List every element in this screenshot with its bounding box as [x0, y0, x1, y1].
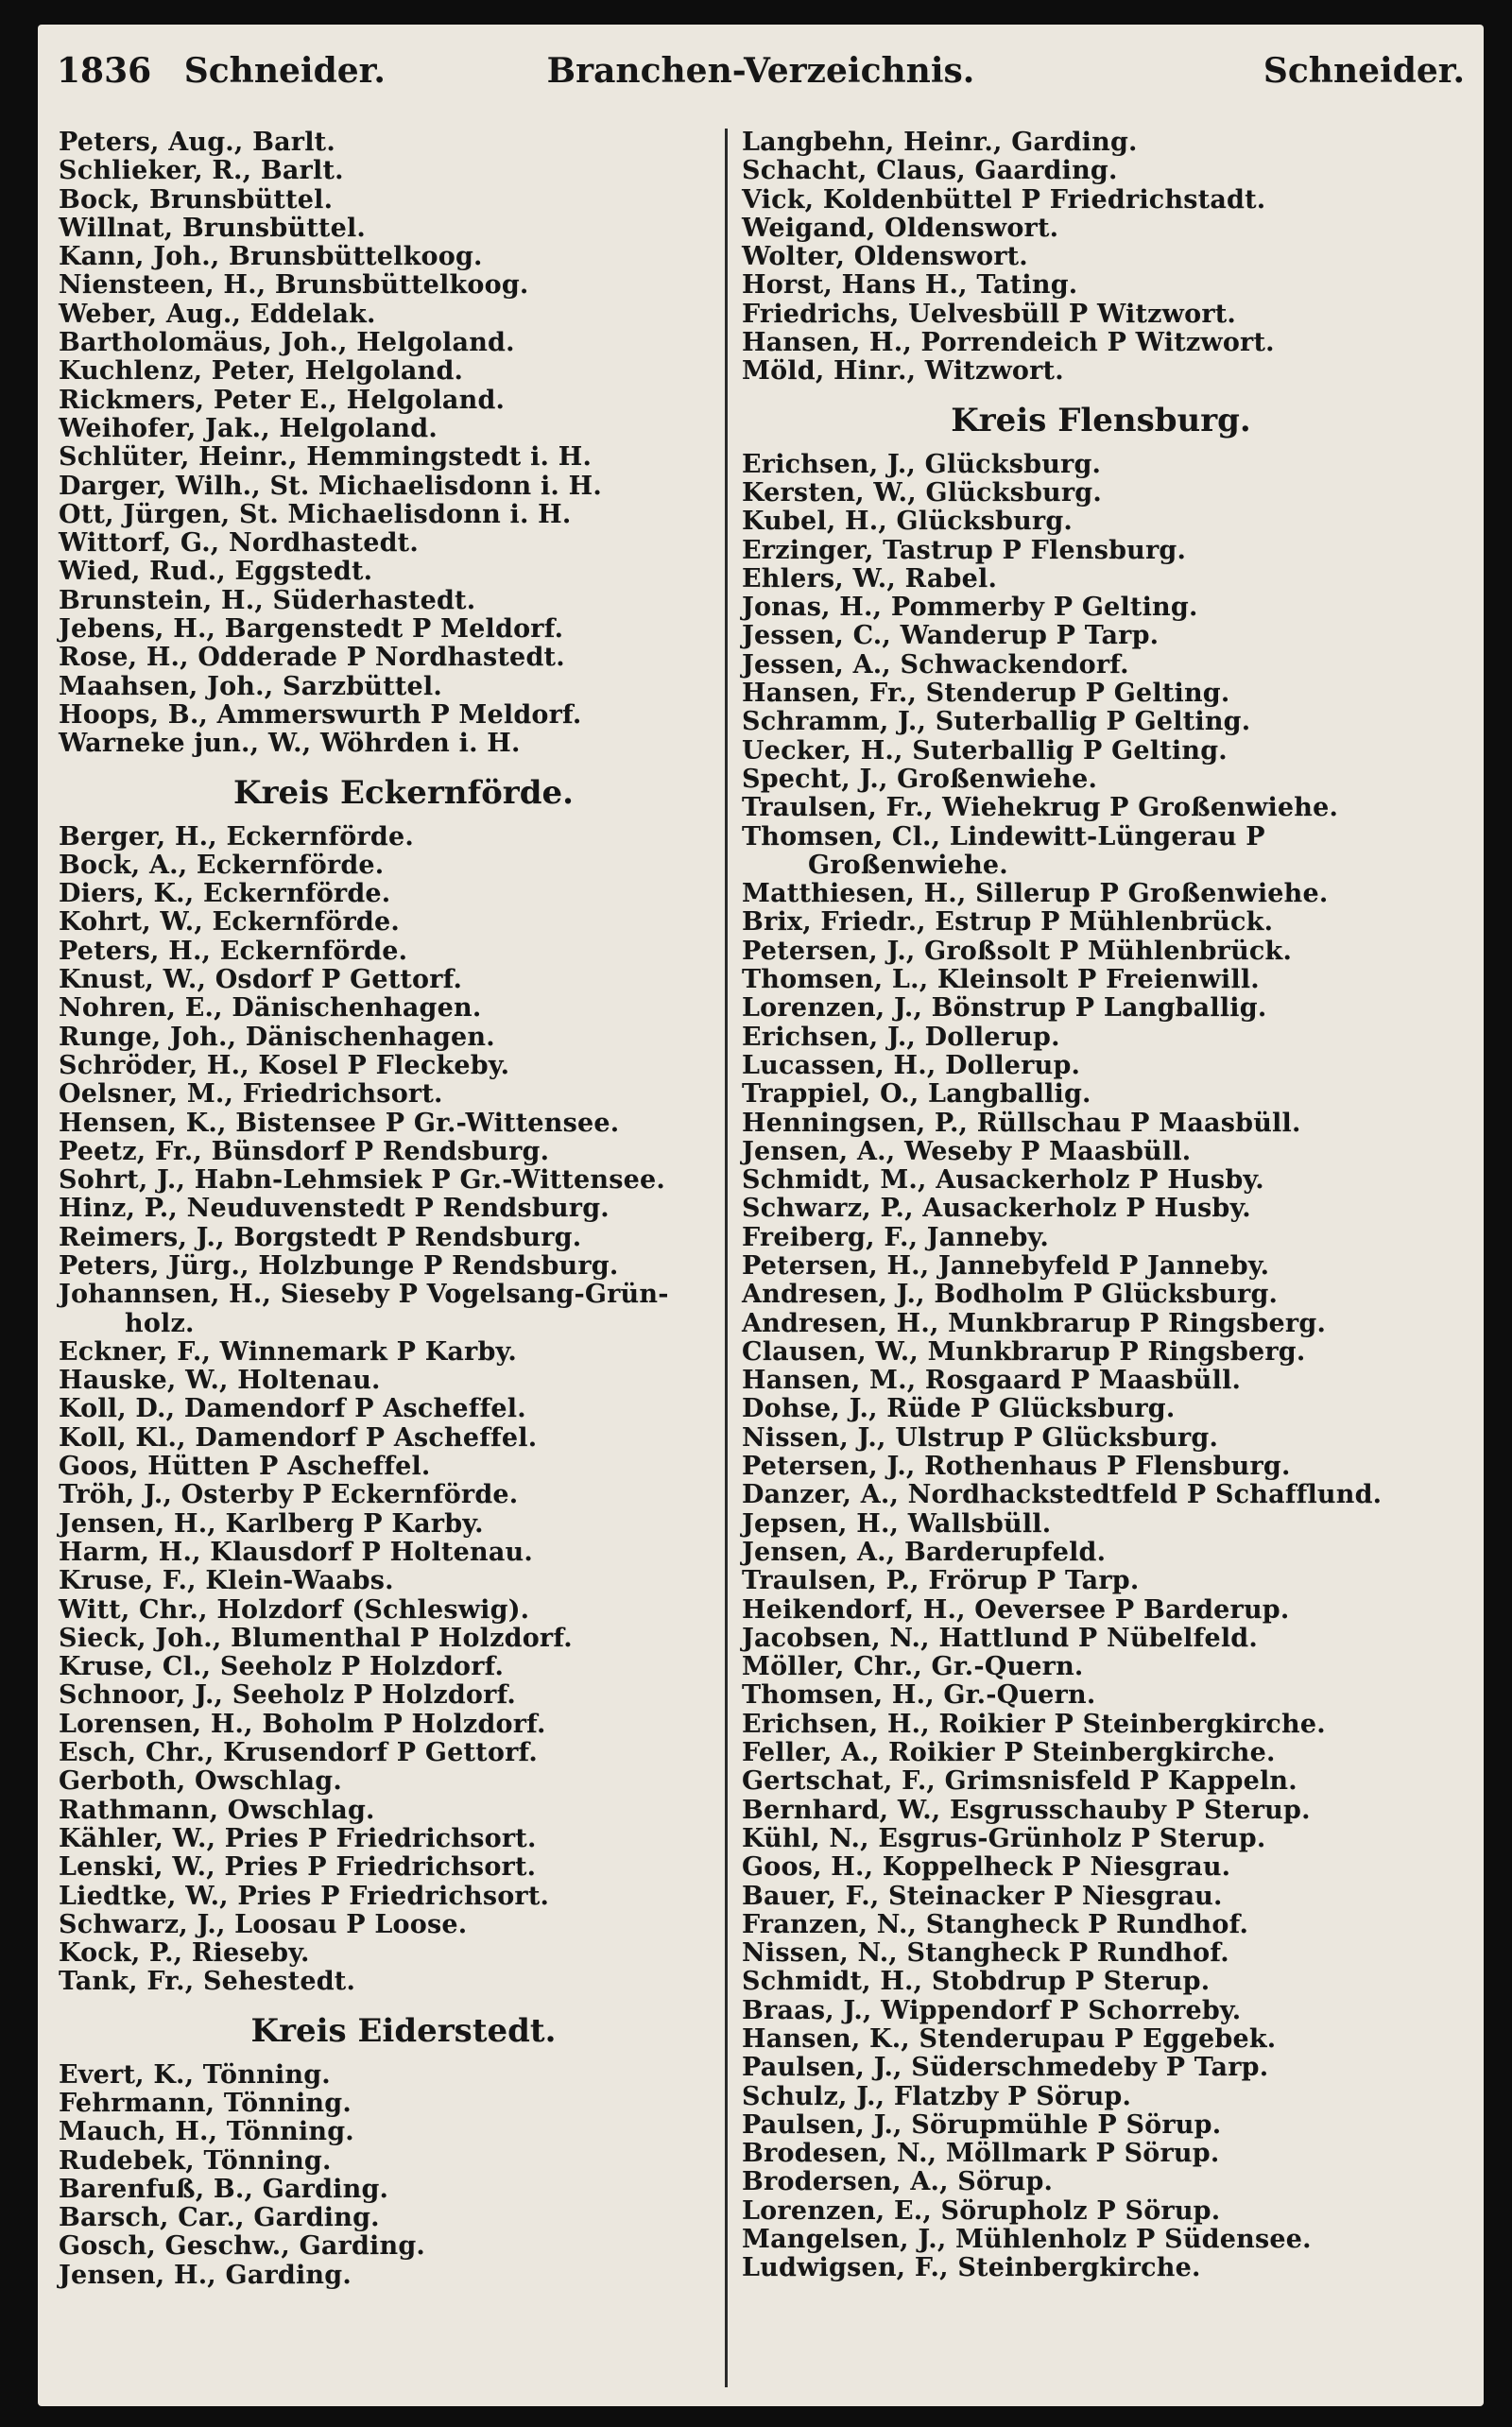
directory-entry: Willnat, Brunsbüttel. — [59, 213, 367, 243]
directory-entry: Gerboth, Owschlag. — [59, 1766, 342, 1797]
directory-entry: Jessen, C., Wanderup P Tarp. — [742, 621, 1160, 651]
directory-entry: Harm, H., Klausdorf P Holtenau. — [59, 1537, 533, 1567]
directory-entry: holz. — [125, 1308, 195, 1338]
directory-entry: Rose, H., Odderade P Nordhastedt. — [59, 643, 565, 673]
directory-entry: Weihofer, Jak., Helgoland. — [59, 413, 438, 443]
directory-entry: Weigand, Oldenswort. — [742, 213, 1059, 243]
directory-entry: Sieck, Joh., Blumenthal P Holzdorf. — [59, 1623, 573, 1653]
directory-entry: Hauske, W., Holtenau. — [59, 1366, 381, 1396]
header-right-title: Schneider. — [1263, 51, 1465, 91]
directory-entry: Möld, Hinr., Witzwort. — [742, 356, 1064, 387]
directory-entry: Uecker, H., Suterballig P Gelting. — [742, 735, 1228, 766]
directory-entry: Runge, Joh., Dänischenhagen. — [59, 1022, 495, 1052]
directory-entry: Kühl, N., Esgrus-Grünholz P Sterup. — [742, 1823, 1266, 1853]
directory-entry: Oelsner, M., Friedrichsort. — [59, 1079, 443, 1110]
directory-entry: Schlieker, R., Barlt. — [59, 156, 344, 186]
directory-entry: Wittorf, G., Nordhastedt. — [59, 528, 419, 559]
directory-entry: Schulz, J., Flatzby P Sörup. — [742, 2081, 1132, 2111]
directory-entry: Niensteen, H., Brunsbüttelkoog. — [59, 270, 529, 301]
directory-entry: Reimers, J., Borgstedt P Rendsburg. — [59, 1222, 582, 1252]
directory-entry: Bock, Brunsbüttel. — [59, 184, 334, 215]
directory-entry: Clausen, W., Munkbrarup P Ringsberg. — [742, 1336, 1306, 1367]
directory-entry: Ludwigsen, F., Steinbergkirche. — [742, 2253, 1201, 2283]
directory-entry: Schramm, J., Suterballig P Gelting. — [742, 707, 1251, 737]
directory-entry: Jensen, A., Barderupfeld. — [742, 1537, 1107, 1567]
section-heading-flensburg: Kreis Flensburg. — [951, 401, 1251, 439]
directory-entry: Schwarz, J., Loosau P Loose. — [59, 1909, 468, 1939]
directory-entry: Gertschat, F., Grimsnisfeld P Kappeln. — [742, 1766, 1297, 1797]
directory-entry: Witt, Chr., Holzdorf (Schleswig). — [59, 1594, 530, 1625]
directory-entry: Wied, Rud., Eggstedt. — [59, 557, 373, 587]
directory-entry: Jensen, A., Weseby P Maasbüll. — [742, 1136, 1192, 1166]
right-entries-top — [742, 129, 1460, 387]
directory-entry: Barsch, Car., Garding. — [59, 2203, 380, 2233]
directory-entry: Kubel, H., Glücksburg. — [742, 507, 1074, 537]
directory-entry: Goos, Hütten P Ascheffel. — [59, 1452, 431, 1482]
directory-entry: Kähler, W., Pries P Friedrichsort. — [59, 1823, 537, 1853]
directory-entry: Erichsen, J., Dollerup. — [742, 1022, 1060, 1052]
directory-entry: Erichsen, J., Glücksburg. — [742, 449, 1102, 479]
directory-entry: Kruse, F., Klein-Waabs. — [59, 1566, 394, 1596]
directory-entry: Knust, W., Osdorf P Gettorf. — [59, 965, 463, 995]
directory-entry: Jonas, H., Pommerby P Gelting. — [742, 593, 1198, 623]
section-heading-eiderstedt: Kreis Eiderstedt. — [250, 2011, 557, 2050]
directory-entry: Schlüter, Heinr., Hemmingstedt i. H. — [59, 442, 593, 473]
directory-entry: Warneke jun., W., Wöhrden i. H. — [59, 729, 521, 759]
directory-entry: Lucassen, H., Dollerup. — [742, 1050, 1081, 1080]
directory-entry: Feller, A., Roikier P Steinbergkirche. — [742, 1738, 1276, 1768]
directory-entry: Sohrt, J., Habn-Lehmsiek P Gr.-Wittensee. — [59, 1165, 665, 1196]
directory-entry: Peetz, Fr., Bünsdorf P Rendsburg. — [59, 1136, 550, 1166]
directory-entry: Goos, H., Koppelheck P Niesgrau. — [742, 1852, 1231, 1883]
directory-entry: Nissen, N., Stangheck P Rundhof. — [742, 1938, 1229, 1969]
directory-entry: Tank, Fr., Sehestedt. — [59, 1967, 356, 1997]
directory-entry: Jensen, H., Karlberg P Karby. — [59, 1508, 484, 1539]
directory-entry: Erichsen, H., Roikier P Steinbergkirche. — [742, 1709, 1326, 1739]
directory-entry: Schnoor, J., Seeholz P Holzdorf. — [59, 1680, 517, 1711]
directory-entry: Paulsen, J., Süderschmedeby P Tarp. — [742, 2053, 1269, 2083]
directory-entry: Lorenzen, E., Sörupholz P Sörup. — [742, 2195, 1221, 2226]
directory-entry: Kann, Joh., Brunsbüttelkoog. — [59, 242, 483, 272]
header-left-title: Schneider. — [183, 51, 386, 91]
directory-entry: Brodesen, N., Möllmark P Sörup. — [742, 2139, 1220, 2169]
directory-entry: Lorensen, H., Boholm P Holzdorf. — [59, 1709, 546, 1739]
directory-entry: Traulsen, P., Frörup P Tarp. — [742, 1566, 1140, 1596]
directory-entry: Maahsen, Joh., Sarzbüttel. — [59, 671, 442, 701]
directory-entry: Rudebek, Tönning. — [59, 2145, 332, 2176]
directory-entry: Jensen, H., Garding. — [59, 2260, 352, 2290]
directory-entry: Hansen, M., Rosgaard P Maasbüll. — [742, 1366, 1242, 1396]
directory-entry: Bock, A., Eckernförde. — [59, 850, 385, 880]
directory-entry: Berger, H., Eckernförde. — [59, 821, 414, 852]
directory-entry: Hensen, K., Bistensee P Gr.-Wittensee. — [59, 1108, 620, 1138]
directory-entry: Peters, Jürg., Holzbunge P Rendsburg. — [59, 1250, 619, 1281]
directory-entry: Trappiel, O., Langballig. — [742, 1079, 1091, 1110]
directory-entry: Brix, Friedr., Estrup P Mühlenbrück. — [742, 907, 1274, 938]
directory-entry: Jessen, A., Schwackendorf. — [742, 649, 1129, 680]
directory-entry: Kock, P., Rieseby. — [59, 1938, 310, 1969]
header-center-title: Branchen-Verzeichnis. — [546, 51, 975, 91]
right-entries-flensburg — [742, 451, 1460, 2283]
directory-entry: Hansen, Fr., Stenderup P Gelting. — [742, 679, 1230, 709]
directory-entry: Petersen, J., Rothenhaus P Flensburg. — [742, 1452, 1291, 1482]
directory-entry: Wolter, Oldenswort. — [742, 242, 1028, 272]
directory-entry: Bartholomäus, Joh., Helgoland. — [59, 328, 515, 358]
directory-entry: Schmidt, H., Stobdrup P Sterup. — [742, 1967, 1211, 1997]
directory-entry: Kruse, Cl., Seeholz P Holzdorf. — [59, 1652, 505, 1682]
directory-entry: Johannsen, H., Sieseby P Vogelsang-Grün- — [59, 1280, 669, 1310]
directory-entry: Nissen, J., Ulstrup P Glücksburg. — [742, 1422, 1219, 1453]
directory-entry: Weber, Aug., Eddelak. — [59, 299, 376, 329]
directory-entry: Brunstein, H., Süderhastedt. — [59, 585, 476, 615]
directory-entry: Bauer, F., Steinacker P Niesgrau. — [742, 1881, 1223, 1911]
directory-entry: Schwarz, P., Ausackerholz P Husby. — [742, 1194, 1251, 1224]
directory-entry: Ehlers, W., Rabel. — [742, 563, 998, 594]
directory-entry: Tröh, J., Osterby P Eckernförde. — [59, 1480, 519, 1510]
directory-entry: Freiberg, F., Janneby. — [742, 1222, 1049, 1252]
directory-entry: Rickmers, Peter E., Helgoland. — [59, 385, 506, 415]
directory-entry: Vick, Koldenbüttel P Friedrichstadt. — [742, 184, 1266, 215]
directory-entry: Jebens, H., Bargenstedt P Meldorf. — [59, 614, 564, 645]
directory-entry: Evert, K., Tönning. — [59, 2059, 331, 2090]
directory-entry: Specht, J., Großenwiehe. — [742, 764, 1098, 794]
directory-entry: Mauch, H., Tönning. — [59, 2117, 354, 2147]
left-entries-eiderstedt — [59, 2061, 748, 2290]
left-entries-eckernfoerde — [59, 823, 748, 1997]
directory-entry: Thomsen, L., Kleinsolt P Freienwill. — [742, 965, 1260, 995]
directory-entry: Möller, Chr., Gr.-Quern. — [742, 1652, 1084, 1682]
directory-entry: Danzer, A., Nordhackstedtfeld P Schafflund. — [742, 1480, 1383, 1510]
directory-entry: Bernhard, W., Esgrusschauby P Sterup. — [742, 1795, 1311, 1825]
directory-entry: Koll, D., Damendorf P Ascheffel. — [59, 1394, 526, 1424]
directory-entry: Jepsen, H., Wallsbüll. — [742, 1508, 1052, 1539]
directory-entry: Langbehn, Heinr., Garding. — [742, 128, 1138, 157]
right-column — [742, 129, 1460, 2283]
left-column — [59, 129, 748, 2290]
left-entries-top — [59, 129, 748, 759]
directory-entry: Matthiesen, H., Sillerup P Großenwiehe. — [742, 879, 1329, 909]
directory-entry: Mangelsen, J., Mühlenholz P Südensee. — [742, 2225, 1312, 2255]
directory-entry: Jacobsen, N., Hattlund P Nübelfeld. — [742, 1623, 1258, 1653]
directory-entry: Horst, Hans H., Tating. — [742, 270, 1078, 301]
directory-entry: Darger, Wilh., St. Michaelisdonn i. H. — [59, 471, 602, 501]
directory-entry: Friedrichs, Uelvesbüll P Witzwort. — [742, 299, 1237, 329]
directory-entry: Petersen, J., Großsolt P Mühlenbrück. — [742, 936, 1293, 966]
page-number: 1836 — [57, 51, 152, 91]
directory-entry: Hinz, P., Neuduvenstedt P Rendsburg. — [59, 1194, 610, 1224]
directory-entry: Koll, Kl., Damendorf P Ascheffel. — [59, 1422, 538, 1453]
directory-entry: Andresen, H., Munkbrarup P Ringsberg. — [742, 1308, 1327, 1338]
directory-entry: Liedtke, W., Pries P Friedrichsort. — [59, 1881, 550, 1911]
directory-entry: Hansen, K., Stenderupau P Eggebek. — [742, 2024, 1277, 2054]
directory-entry: Erzinger, Tastrup P Flensburg. — [742, 535, 1187, 565]
directory-entry: Kuchlenz, Peter, Helgoland. — [59, 356, 464, 387]
directory-entry: Andresen, J., Bodholm P Glücksburg. — [742, 1280, 1279, 1310]
directory-entry: Ott, Jürgen, St. Michaelisdonn i. H. — [59, 499, 572, 529]
directory-entry: Dohse, J., Rüde P Glücksburg. — [742, 1394, 1176, 1424]
directory-entry: Nohren, E., Dänischenhagen. — [59, 993, 482, 1024]
directory-entry: Großenwiehe. — [808, 850, 1008, 880]
directory-entry: Peters, H., Eckernförde. — [59, 936, 408, 966]
directory-entry: Rathmann, Owschlag. — [59, 1795, 375, 1825]
directory-entry: Henningsen, P., Rüllschau P Maasbüll. — [742, 1108, 1301, 1138]
directory-entry: Hansen, H., Porrendeich P Witzwort. — [742, 328, 1275, 358]
directory-entry: Franzen, N., Stangheck P Rundhof. — [742, 1909, 1249, 1939]
directory-entry: Fehrmann, Tönning. — [59, 2089, 352, 2118]
directory-entry: Schröder, H., Kosel P Fleckeby. — [59, 1050, 510, 1080]
directory-entry: Thomsen, H., Gr.-Quern. — [742, 1680, 1096, 1711]
directory-entry: Lenski, W., Pries P Friedrichsort. — [59, 1852, 537, 1883]
directory-entry: Eckner, F., Winnemark P Karby. — [59, 1336, 517, 1367]
directory-entry: Brodersen, A., Sörup. — [742, 2167, 1054, 2197]
directory-entry: Diers, K., Eckernförde. — [59, 879, 391, 909]
directory-entry: Gosch, Geschw., Garding. — [59, 2231, 425, 2262]
page-header — [57, 51, 1465, 104]
directory-entry: Schacht, Claus, Gaarding. — [742, 156, 1118, 186]
directory-entry: Lorenzen, J., Bönstrup P Langballig. — [742, 993, 1267, 1024]
directory-entry: Peters, Aug., Barlt. — [59, 128, 335, 157]
directory-entry: Traulsen, Fr., Wiehekrug P Großenwiehe. — [742, 793, 1339, 823]
directory-page — [38, 25, 1484, 2406]
directory-entry: Petersen, H., Jannebyfeld P Janneby. — [742, 1250, 1270, 1281]
directory-entry: Schmidt, M., Ausackerholz P Husby. — [742, 1165, 1264, 1196]
directory-entry: Esch, Chr., Krusendorf P Gettorf. — [59, 1738, 538, 1768]
directory-entry: Heikendorf, H., Oeversee P Barderup. — [742, 1594, 1290, 1625]
directory-entry: Kohrt, W., Eckernförde. — [59, 907, 400, 938]
directory-entry: Braas, J., Wippendorf P Schorreby. — [742, 1995, 1242, 2025]
directory-entry: Barenfuß, B., Garding. — [59, 2174, 389, 2204]
directory-entry: Paulsen, J., Sörupmühle P Sörup. — [742, 2109, 1222, 2140]
directory-entry: Thomsen, Cl., Lindewitt-Lüngerau P — [742, 821, 1265, 852]
directory-entry: Hoops, B., Ammerswurth P Meldorf. — [59, 699, 582, 730]
directory-entry: Kersten, W., Glücksburg. — [742, 477, 1102, 508]
section-heading-eckernfoerde: Kreis Eckernförde. — [233, 773, 574, 812]
